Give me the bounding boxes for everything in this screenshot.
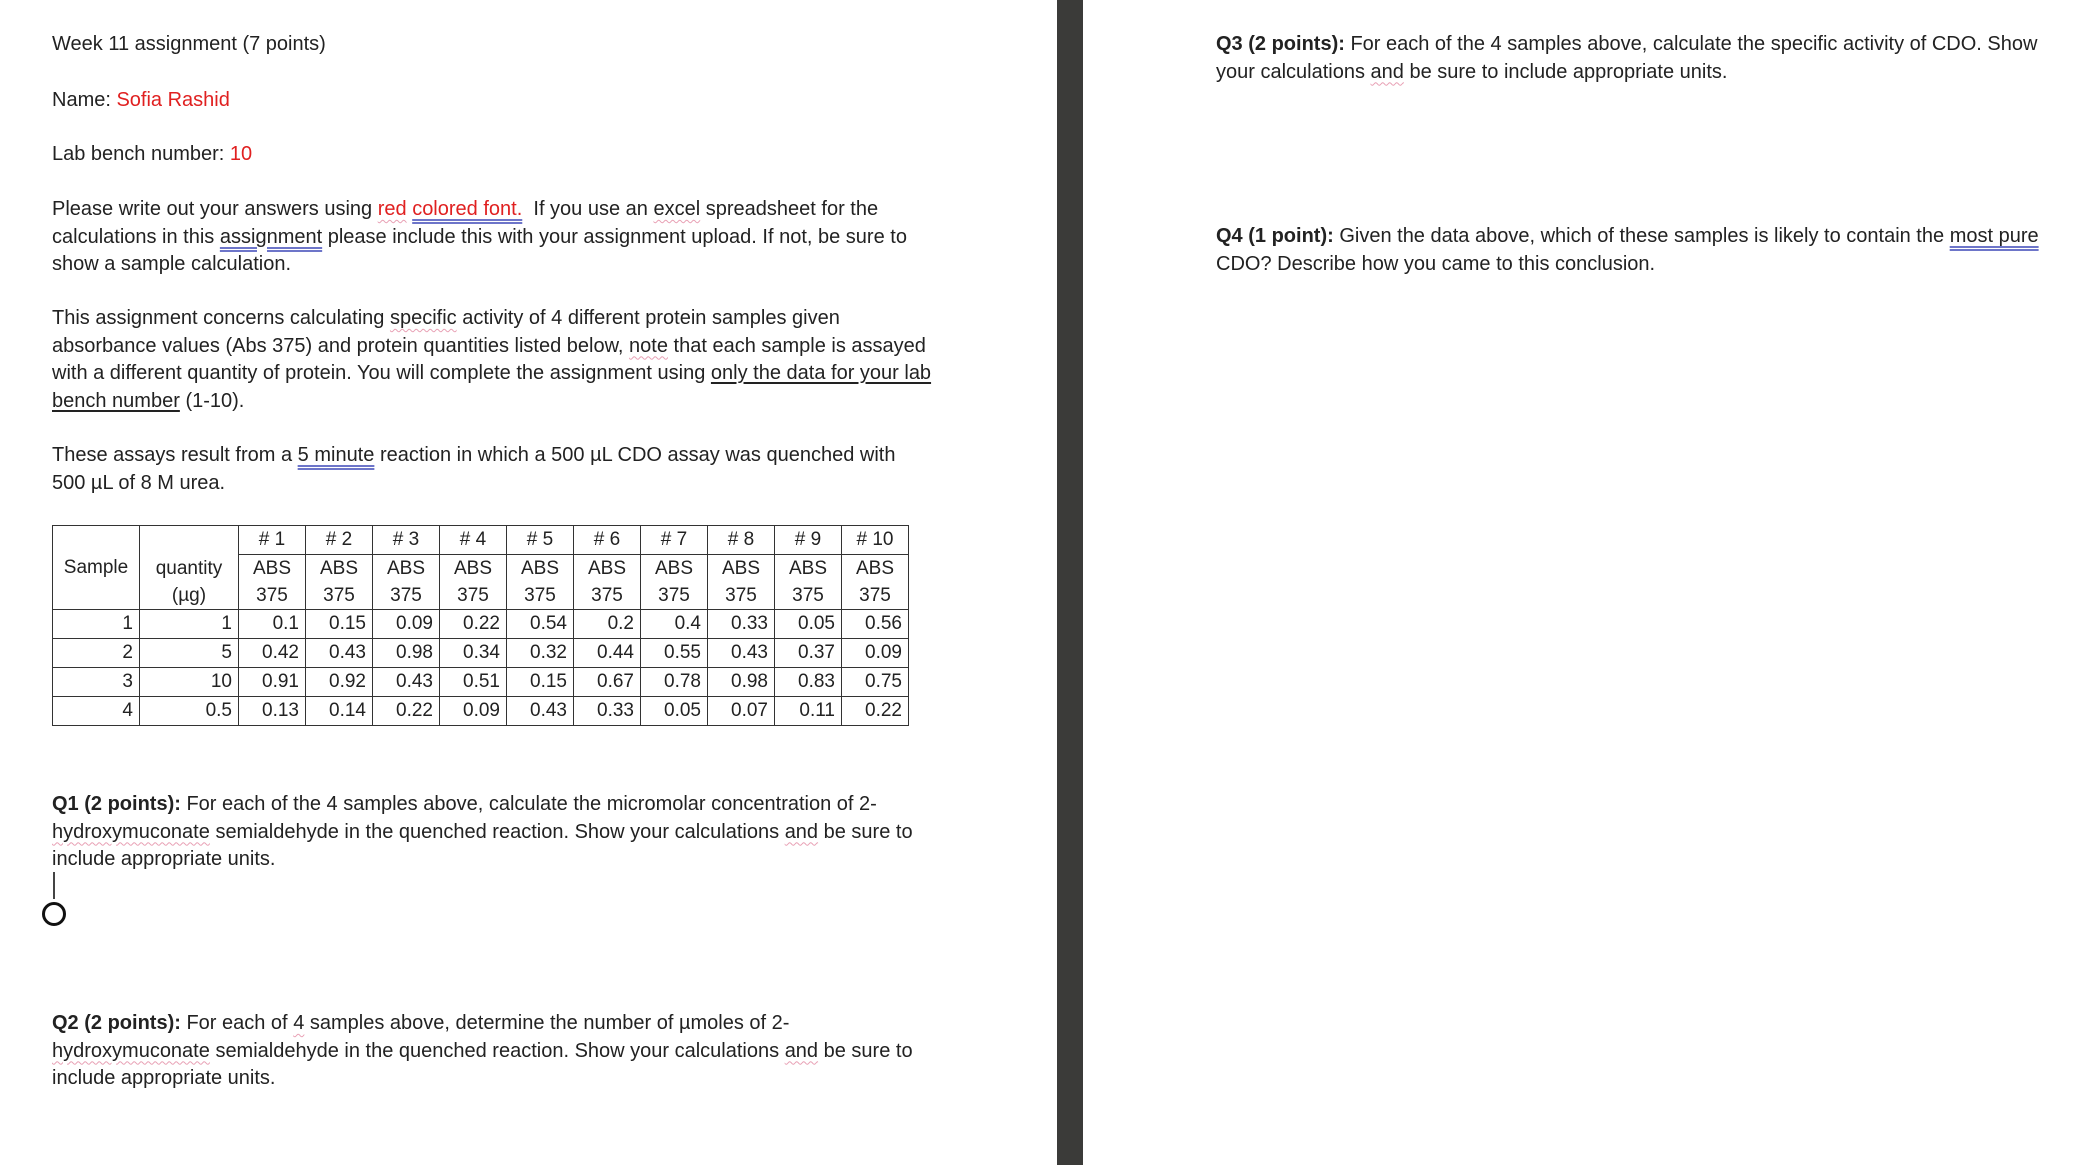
concerns-paragraph: This assignment concerns calculating specific activity of 4 different protein samples given absorbance values (Abs 375) and protein quantities listed below, note that each sample is assayed with a different quantity of protein. You will complete the assignment using only the data for your lab bench number (1-10).	[52, 307, 932, 412]
absorbance-table	[52, 525, 909, 726]
quantity-cell: 10	[140, 668, 239, 697]
abs-cell: 0.05	[641, 697, 708, 726]
quantity-header-spacer	[140, 526, 239, 555]
sample-cell: 2	[53, 639, 140, 668]
q4-label: Q4 (1 point):	[1216, 225, 1334, 247]
quantity-cell: 5	[140, 639, 239, 668]
bench-header: # 8	[708, 526, 775, 555]
sample-cell: 3	[53, 668, 140, 697]
table-row	[53, 697, 909, 726]
bench-header: # 7	[641, 526, 708, 555]
abs-cell: 0.11	[775, 697, 842, 726]
q1-label: Q1 (2 points):	[52, 793, 181, 815]
abs-cell: 0.92	[306, 668, 373, 697]
most-pure-phrase: most pure	[1949, 225, 2039, 247]
quantity-cell: 0.5	[140, 697, 239, 726]
abs-cell: 0.44	[574, 639, 641, 668]
abs-cell: 0.05	[775, 610, 842, 639]
bench-label: Lab bench number:	[52, 143, 225, 165]
abs-cell: 0.43	[708, 639, 775, 668]
abs-cell: 0.1	[239, 610, 306, 639]
name-line	[52, 87, 230, 115]
abs-cell: 0.37	[775, 639, 842, 668]
q2-label: Q2 (2 points):	[52, 1012, 181, 1034]
assignment-word: assignment	[219, 225, 323, 248]
abs-cell: 0.09	[842, 639, 909, 668]
question-1: Q1 (2 points): For each of the 4 samples above, calculate the micromolar concentration of 2- hydroxymuconate semialdehyde in the quenched reaction. Show your calculations and be sure to include appropriate units.	[52, 793, 913, 870]
text-cursor	[53, 872, 55, 899]
q3-label: Q3 (2 points):	[1216, 33, 1345, 55]
page-divider	[1057, 0, 1083, 1165]
table-row	[53, 610, 909, 639]
right-document-page[interactable]	[1083, 0, 2092, 1165]
bench-header: # 5	[507, 526, 574, 555]
sample-cell: 1	[53, 610, 140, 639]
abs-cell: 0.51	[440, 668, 507, 697]
abs-header: ABS 375	[440, 555, 507, 610]
name-value[interactable]: Sofia Rashid	[116, 89, 230, 111]
name-label: Name:	[52, 89, 111, 111]
bench-value[interactable]: 10	[229, 143, 253, 165]
abs-cell: 0.75	[842, 668, 909, 697]
abs-cell: 0.43	[306, 639, 373, 668]
abs-header: ABS 375	[842, 555, 909, 610]
excel-word: excel	[653, 198, 701, 220]
abs-cell: 0.13	[239, 697, 306, 726]
abs-cell: 0.14	[306, 697, 373, 726]
abs-header: ABS 375	[239, 555, 306, 610]
abs-cell: 0.22	[373, 697, 440, 726]
and-word: and	[784, 1039, 819, 1062]
table-row	[53, 639, 909, 668]
bench-header: # 10	[842, 526, 909, 555]
abs-cell: 0.4	[641, 610, 708, 639]
red-word: red	[377, 198, 407, 220]
abs-cell: 0.09	[440, 697, 507, 726]
abs-cell: 0.42	[239, 639, 306, 668]
abs-cell: 0.91	[239, 668, 306, 697]
bench-line	[52, 141, 252, 169]
assignment-title: Week 11 assignment (7 points)	[52, 33, 326, 55]
abs-header: ABS 375	[574, 555, 641, 610]
abs-cell: 0.43	[507, 697, 574, 726]
abs-cell: 0.56	[842, 610, 909, 639]
abs-cell: 0.98	[708, 668, 775, 697]
abs-cell: 0.15	[507, 668, 574, 697]
abs-header: ABS 375	[641, 555, 708, 610]
red-colored-font: colored font.	[412, 198, 523, 220]
abs-cell: 0.2	[574, 610, 641, 639]
abs-cell: 0.43	[373, 668, 440, 697]
abs-cell: 0.67	[574, 668, 641, 697]
abs-cell: 0.22	[440, 610, 507, 639]
abs-cell: 0.54	[507, 610, 574, 639]
question-2: Q2 (2 points): For each of 4 samples above, determine the number of µmoles of 2- hydroxymuconate semialdehyde in the quenched reaction. Show your calculations and be sure to include appropriate units.	[52, 1012, 913, 1089]
sample-header: Sample	[53, 526, 140, 610]
assays-paragraph: These assays result from a 5 minute reaction in which a 500 µL CDO assay was quenched with 500 µL of 8 M urea.	[52, 444, 896, 494]
abs-cell: 0.15	[306, 610, 373, 639]
quantity-cell: 1	[140, 610, 239, 639]
and-word: and	[784, 820, 819, 843]
table-header-row-2	[53, 555, 909, 610]
abs-header: ABS 375	[507, 555, 574, 610]
abs-cell: 0.78	[641, 668, 708, 697]
abs-header: ABS 375	[373, 555, 440, 610]
quantity-header: quantity (µg)	[140, 555, 239, 610]
abs-cell: 0.07	[708, 697, 775, 726]
abs-cell: 0.98	[373, 639, 440, 668]
abs-cell: 0.32	[507, 639, 574, 668]
abs-cell: 0.34	[440, 639, 507, 668]
abs-header: ABS 375	[775, 555, 842, 610]
hydroxymuconate-word: hydroxymuconate	[52, 1039, 210, 1062]
bench-header: # 1	[239, 526, 306, 555]
bench-header: # 2	[306, 526, 373, 555]
note-word: note	[629, 334, 668, 357]
instructions-paragraph: Please write out your answers using red colored font. If you use an excel spreadsheet for the calculations in this assignment please include this with your assignment upload. If not, be sure to show a sample calculation.	[52, 198, 907, 275]
question-4: Q4 (1 point): Given the data above, which of these samples is likely to contain the most pure CDO? Describe how you came to this conclusion.	[1216, 225, 2039, 275]
mouse-pointer-icon	[42, 902, 66, 926]
and-word: and	[1370, 60, 1404, 83]
abs-cell: 0.22	[842, 697, 909, 726]
abs-cell: 0.33	[574, 697, 641, 726]
bench-header: # 9	[775, 526, 842, 555]
abs-header: ABS 375	[306, 555, 373, 610]
sample-cell: 4	[53, 697, 140, 726]
only-the-data-phrase: only the data for your lab bench number	[52, 362, 932, 412]
abs-cell: 0.33	[708, 610, 775, 639]
bench-header: # 6	[574, 526, 641, 555]
bench-header: # 3	[373, 526, 440, 555]
question-3: Q3 (2 points): For each of the 4 samples above, calculate the specific activity of CDO. Show your calculations and be sure to include appropriate units.	[1216, 33, 2038, 83]
specific-word: specific	[389, 307, 457, 329]
five-minute-phrase: 5 minute	[297, 444, 375, 466]
abs-header: ABS 375	[708, 555, 775, 610]
table-row	[53, 668, 909, 697]
abs-cell: 0.55	[641, 639, 708, 668]
table-header-row-1	[53, 526, 909, 555]
hydroxymuconate-word: hydroxymuconate	[52, 820, 210, 843]
abs-cell: 0.83	[775, 668, 842, 697]
abs-cell: 0.09	[373, 610, 440, 639]
bench-header: # 4	[440, 526, 507, 555]
four-word: 4	[293, 1012, 305, 1034]
